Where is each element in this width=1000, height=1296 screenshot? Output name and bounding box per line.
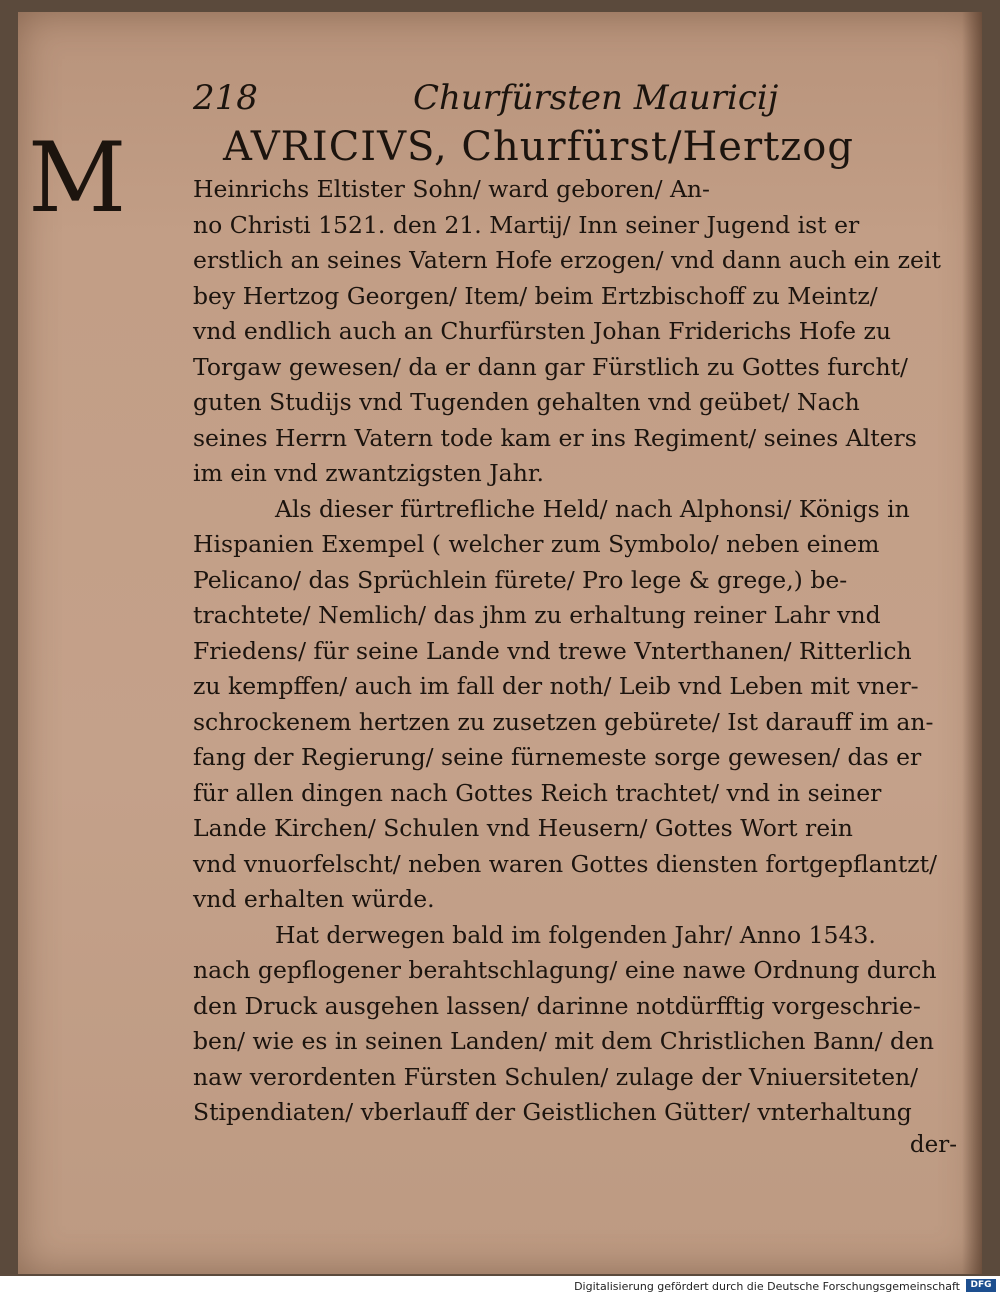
text-line: naw verordenten Fürsten Schulen/ zulage der Vniuersiteten/ [193,1062,919,1091]
text-line: im ein vnd zwantzigsten Jahr. [193,459,544,487]
text-line: Friedens/ für seine Lande vnd trewe Vnterthanen/ Ritterlich [193,636,912,665]
book-page [18,12,982,1274]
text-line: fang der Regierung/ seine fürnemeste sorge gewesen/ das er [193,743,922,771]
text-line: Als dieser fürtrefliche Held/ nach Alphonsi/ Königs in [275,494,910,523]
paragraph-2 [193,492,963,918]
text-line: vnd vnuorfelscht/ neben waren Gottes diensten fortgepflantzt/ [193,849,938,878]
text-line: Stipendiaten/ vberlauff der Geistlichen Gütter/ vnterhaltung [193,1098,912,1126]
text-line: guten Studijs vnd Tugenden gehalten vnd geübet/ Nach [193,388,860,416]
paragraph-3 [193,918,963,1131]
dfg-logo-icon: DFG [966,1279,996,1292]
text-line: Hispanien Exempel ( welcher zum Symbolo/ neben einem [193,530,880,558]
text-line: zu kempffen/ auch im fall der noth/ Leib vnd Leben mit vner- [193,672,919,700]
text-line: für allen dingen nach Gottes Reich trachtet/ vnd in seiner [193,778,882,807]
text-line: bey Hertzog Georgen/ Item/ beim Ertzbischoff zu Meintz/ [193,281,878,310]
running-head: Churfürsten Mauricij [413,78,779,118]
text-block [193,78,963,1159]
catchword: der- [909,1131,957,1158]
text-line: Heinrichs Eltister Sohn/ ward geboren/ An- [193,175,710,203]
text-line: Hat derwegen bald im folgenden Jahr/ Anno 1543. [275,920,876,949]
text-line: schrockenem hertzen zu zusetzen gebürete/ Ist darauff im an- [193,707,934,736]
text-line: erstlich an seines Vatern Hofe erzogen/ vnd dann auch ein zeit [193,246,941,274]
drop-cap: M [28,122,127,234]
text-line: ben/ wie es in seinen Landen/ mit dem Christlichen Bann/ den [193,1027,935,1055]
paragraph-1 [193,172,963,492]
footer-bar [0,1276,1000,1296]
page-edge-shadow [962,12,982,1274]
page-header [193,78,963,122]
text-line: nach gepflogener berahtschlagung/ eine nawe Ordnung durch [193,956,937,984]
text-line: Torgaw gewesen/ da er dann gar Fürstlich zu Gottes furcht/ [193,352,908,381]
text-line: seines Herrn Vatern tode kam er ins Regiment/ seines Alters [193,423,917,452]
text-line: vnd endlich auch an Churfürsten Johan Friderichs Hofe zu [193,317,892,345]
text-line: trachtete/ Nemlich/ das jhm zu erhaltung reiner Lahr vnd [193,601,881,629]
text-line: vnd erhalten würde. [193,885,435,913]
text-line: den Druck ausgehen lassen/ darinne notdürfftig vorgeschrie- [193,991,921,1020]
opening-lead-line: AVRICIVS, Churfürst/Hertzog [223,124,854,170]
funding-credit: Digitalisierung gefördert durch die Deutsche Forschungsgemeinschaft [574,1280,960,1293]
text-line: no Christi 1521. den 21. Martij/ Inn seiner Jugend ist er [193,210,860,239]
text-line: Lande Kirchen/ Schulen vnd Heusern/ Gottes Wort rein [193,814,853,842]
text-line: Pelicano/ das Sprüchlein fürete/ Pro lege & grege,) be- [193,565,848,594]
page-number: 218 [193,78,258,118]
